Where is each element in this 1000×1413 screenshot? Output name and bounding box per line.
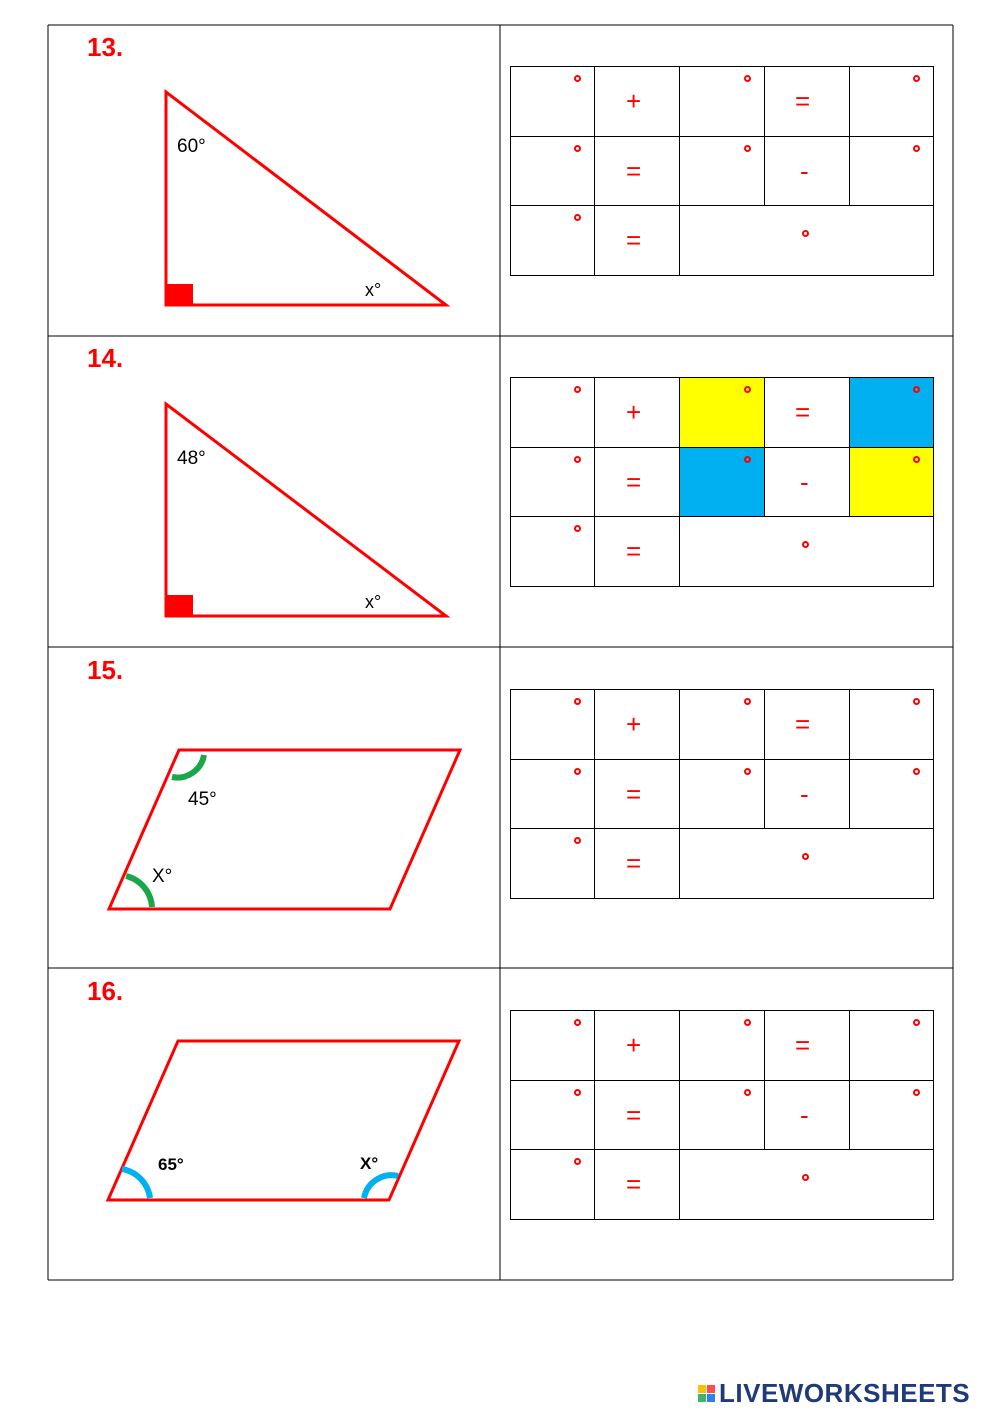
angle-label-x: x° [365,280,382,300]
degree-symbol [913,768,920,775]
degree-symbol [913,1019,920,1026]
right-triangle-shape [166,404,446,616]
answer-cell[interactable] [679,759,765,830]
degree-symbol [744,1019,751,1026]
answer-cell[interactable] [849,66,934,137]
degree-symbol [574,698,581,705]
answer-cell[interactable] [679,1080,765,1151]
operator-symbol: - [800,155,809,186]
angle-label-x: X° [152,866,173,887]
answer-cell[interactable] [510,516,595,587]
degree-symbol [913,456,920,463]
operator-symbol: = [626,536,642,567]
degree-symbol [913,698,920,705]
logo-text: LIVEWORKSHEETS [719,1377,971,1408]
answer-cell[interactable] [849,377,934,448]
operator-symbol: - [800,778,809,809]
operator-symbol: + [626,1030,642,1060]
right-angle-marker [166,595,193,616]
degree-symbol [744,386,751,393]
angle-label-left: 65° [158,1155,184,1174]
operator-symbol: = [626,778,642,809]
answer-cell[interactable] [849,1010,934,1081]
operator-symbol: - [800,1099,809,1130]
answer-cell[interactable] [510,759,595,830]
operator-symbol: = [795,709,811,739]
answer-cell[interactable] [510,828,595,899]
degree-symbol [744,75,751,82]
angle-label-top: 45° [188,789,217,810]
answer-cell[interactable] [849,136,934,207]
degree-symbol [574,145,581,152]
answer-cell[interactable] [679,66,765,137]
result-cell[interactable] [679,1149,934,1220]
operator-symbol: + [626,397,642,427]
operator-symbol: + [626,709,642,739]
degree-symbol [574,75,581,82]
operator-symbol: = [626,848,642,879]
angle-label-x: x° [365,592,382,612]
problem-number: 15. [87,655,124,685]
right-triangle-shape [166,92,446,305]
answer-cell[interactable] [679,1010,765,1081]
answer-cell[interactable] [510,689,595,760]
answer-cell[interactable] [679,447,765,518]
problem-number: 13. [87,32,124,62]
degree-symbol [744,768,751,775]
operator-symbol: = [626,1099,642,1130]
angle-label-top: 60° [177,136,206,157]
operator-symbol: = [795,397,811,427]
operator-symbol: = [795,86,811,116]
degree-symbol [744,456,751,463]
degree-symbol [913,1089,920,1096]
right-angle-marker [166,284,193,305]
parallelogram-shape [108,1041,459,1200]
answer-cell[interactable] [510,66,595,137]
degree-symbol [574,1019,581,1026]
degree-symbol [913,75,920,82]
liveworksheets-logo [698,1377,970,1409]
degree-symbol [574,456,581,463]
answer-cell[interactable] [849,447,934,518]
answer-cell[interactable] [510,447,595,518]
answer-cell[interactable] [679,689,765,760]
answer-cell[interactable] [849,759,934,830]
operator-symbol: = [626,1169,642,1200]
answer-cell[interactable] [849,689,934,760]
degree-symbol [913,145,920,152]
liveworksheets-logo-icon [698,1385,715,1402]
angle-label-top: 48° [177,448,206,469]
degree-symbol [574,386,581,393]
degree-symbol [744,1089,751,1096]
result-cell[interactable] [679,828,934,899]
answer-cell[interactable] [510,136,595,207]
degree-symbol [913,386,920,393]
operator-symbol: = [626,155,642,186]
degree-symbol [574,768,581,775]
problem-15 [87,655,460,909]
degree-symbol [744,145,751,152]
operator-symbol: = [795,1030,811,1060]
problem-13 [87,32,446,305]
answer-cell[interactable] [510,1149,595,1220]
problem-14 [87,343,446,616]
angle-arc-bottom [126,876,152,907]
angle-arc-left [122,1169,150,1198]
degree-symbol [744,698,751,705]
answer-cell[interactable] [510,377,595,448]
answer-cell[interactable] [679,377,765,448]
operator-symbol: = [626,466,642,497]
result-cell[interactable] [679,205,934,276]
problem-16 [87,976,459,1200]
degree-symbol [574,1089,581,1096]
result-cell[interactable] [679,516,934,587]
answer-cell[interactable] [510,1010,595,1081]
operator-symbol: = [626,225,642,256]
problem-number: 14. [87,343,124,373]
operator-symbol: - [800,466,809,497]
answer-cell[interactable] [849,1080,934,1151]
operator-symbol: + [626,86,642,116]
answer-cell[interactable] [510,1080,595,1151]
problem-number: 16. [87,976,124,1006]
answer-cell[interactable] [510,205,595,276]
answer-cell[interactable] [679,136,765,207]
angle-label-x: X° [360,1154,379,1173]
